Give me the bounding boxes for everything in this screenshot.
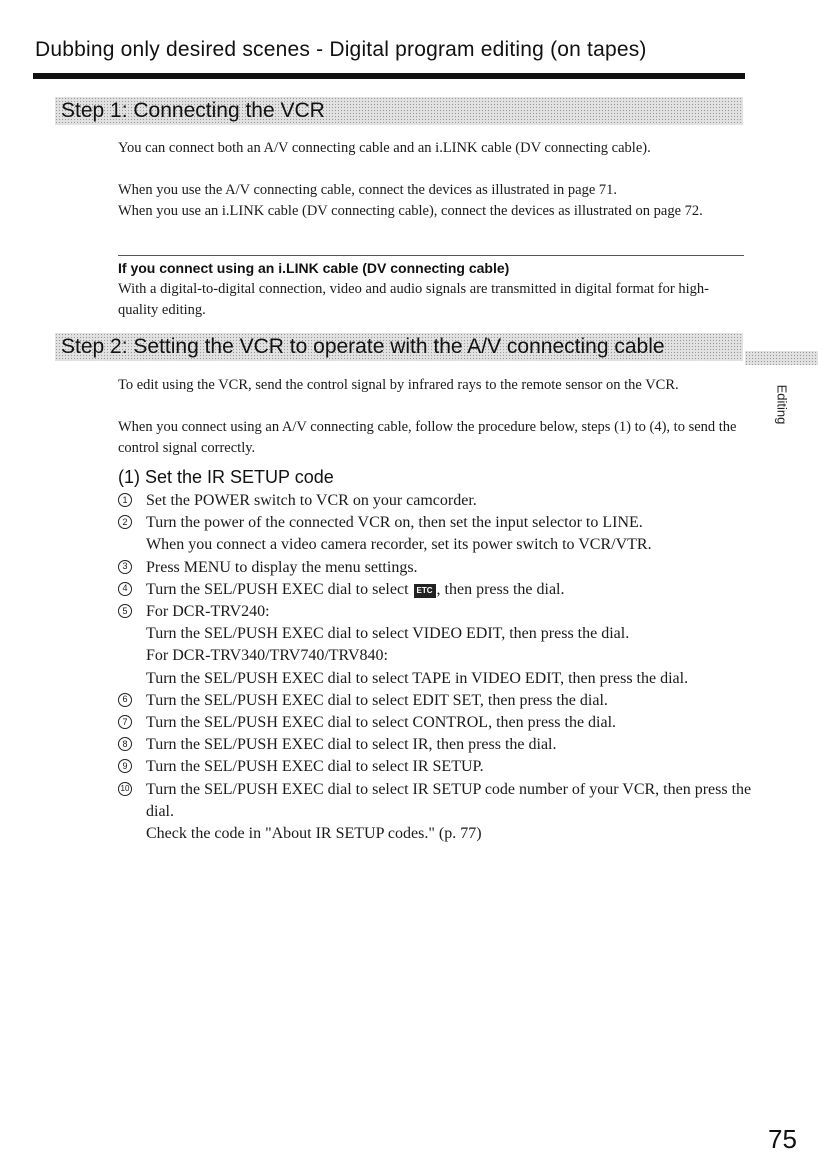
etc-menu-icon: ETC bbox=[414, 584, 436, 598]
step-number: 9 bbox=[118, 759, 132, 773]
step-line: Press MENU to display the menu settings. bbox=[146, 558, 418, 576]
step-line: Turn the SEL/PUSH EXEC dial to select TAPE in VIDEO EDIT, then press the dial. bbox=[146, 669, 689, 687]
step1-paragraph-1: You can connect both an A/V connecting cable and an i.LINK cable (DV connecting cable). bbox=[118, 140, 651, 156]
step-number: 4 bbox=[118, 582, 132, 596]
step-number: 8 bbox=[118, 737, 132, 751]
step-number: 2 bbox=[118, 515, 132, 529]
step-line: For DCR-TRV240: bbox=[146, 603, 270, 621]
step-line: Set the POWER switch to VCR on your camcorder. bbox=[146, 492, 477, 509]
ir-setup-heading: (1) Set the IR SETUP code bbox=[118, 467, 334, 487]
step-item bbox=[118, 690, 768, 712]
step-line: Turn the SEL/PUSH EXEC dial to select IR SETUP. bbox=[146, 758, 484, 776]
step-item bbox=[118, 601, 768, 690]
step-line: Turn the SEL/PUSH EXEC dial to select IR SETUP code number of your VCR, then press the dial. bbox=[146, 780, 752, 820]
step-line: For DCR-TRV340/TRV740/TRV840: bbox=[146, 647, 388, 665]
step-line: Turn the SEL/PUSH EXEC dial to select IR, then press the dial. bbox=[146, 736, 557, 754]
step-line: , then press the dial. bbox=[436, 580, 565, 598]
step-number: 6 bbox=[118, 693, 132, 707]
step2-banner: Step 2: Setting the VCR to operate with the A/V connecting cable bbox=[55, 333, 743, 361]
step-line: Turn the power of the connected VCR on, then set the input selector to LINE. bbox=[146, 514, 643, 532]
page-title: Dubbing only desired scenes - Digital program editing (on tapes) bbox=[35, 38, 647, 61]
section-divider bbox=[118, 255, 744, 256]
step-number: 7 bbox=[118, 715, 132, 729]
side-band bbox=[745, 351, 818, 365]
step-item bbox=[118, 490, 768, 512]
step-item bbox=[118, 734, 768, 756]
step-line: Turn the SEL/PUSH EXEC dial to select VIDEO EDIT, then press the dial. bbox=[146, 625, 630, 643]
step-number: 1 bbox=[118, 493, 132, 507]
step1-banner: Step 1: Connecting the VCR bbox=[55, 97, 743, 125]
editing-tab-label: Editing bbox=[774, 384, 790, 424]
step-number: 10 bbox=[118, 782, 132, 796]
step-number: 5 bbox=[118, 604, 132, 618]
step-line: Turn the SEL/PUSH EXEC dial to select bbox=[146, 580, 413, 598]
page-number: 75 bbox=[768, 1124, 797, 1154]
step-number: 3 bbox=[118, 560, 132, 574]
ir-setup-steps bbox=[118, 490, 768, 845]
step2-paragraph-1: To edit using the VCR, send the control signal by infrared rays to the remote sensor on the VCR. bbox=[118, 377, 679, 393]
step-item bbox=[118, 512, 768, 556]
step-item bbox=[118, 779, 768, 846]
step-item bbox=[118, 557, 768, 579]
step-line: Check the code in "About IR SETUP codes." (p. 77) bbox=[146, 825, 482, 843]
step1-paragraph-3: When you use an i.LINK cable (DV connecting cable), connect the devices as illustrated on page 72. bbox=[118, 203, 703, 219]
step-item bbox=[118, 712, 768, 734]
step2-paragraph-2: When you connect using an A/V connecting cable, follow the procedure below, steps (1) to (4), to send the control signal correctly. bbox=[118, 419, 737, 456]
step-item bbox=[118, 579, 768, 601]
title-rule bbox=[33, 73, 745, 79]
ilink-note-text: With a digital-to-digital connection, video and audio signals are transmitted in digital format for high-quality editing. bbox=[118, 281, 709, 318]
step-line: When you connect a video camera recorder, set its power switch to VCR/VTR. bbox=[146, 536, 652, 554]
editing-tab bbox=[772, 378, 792, 430]
ilink-note-heading: If you connect using an i.LINK cable (DV connecting cable) bbox=[118, 260, 510, 276]
step-line: Turn the SEL/PUSH EXEC dial to select EDIT SET, then press the dial. bbox=[146, 691, 608, 709]
step-item bbox=[118, 756, 768, 778]
step-line: Turn the SEL/PUSH EXEC dial to select CONTROL, then press the dial. bbox=[146, 714, 617, 732]
step1-paragraph-2: When you use the A/V connecting cable, connect the devices as illustrated in page 71. bbox=[118, 182, 618, 198]
